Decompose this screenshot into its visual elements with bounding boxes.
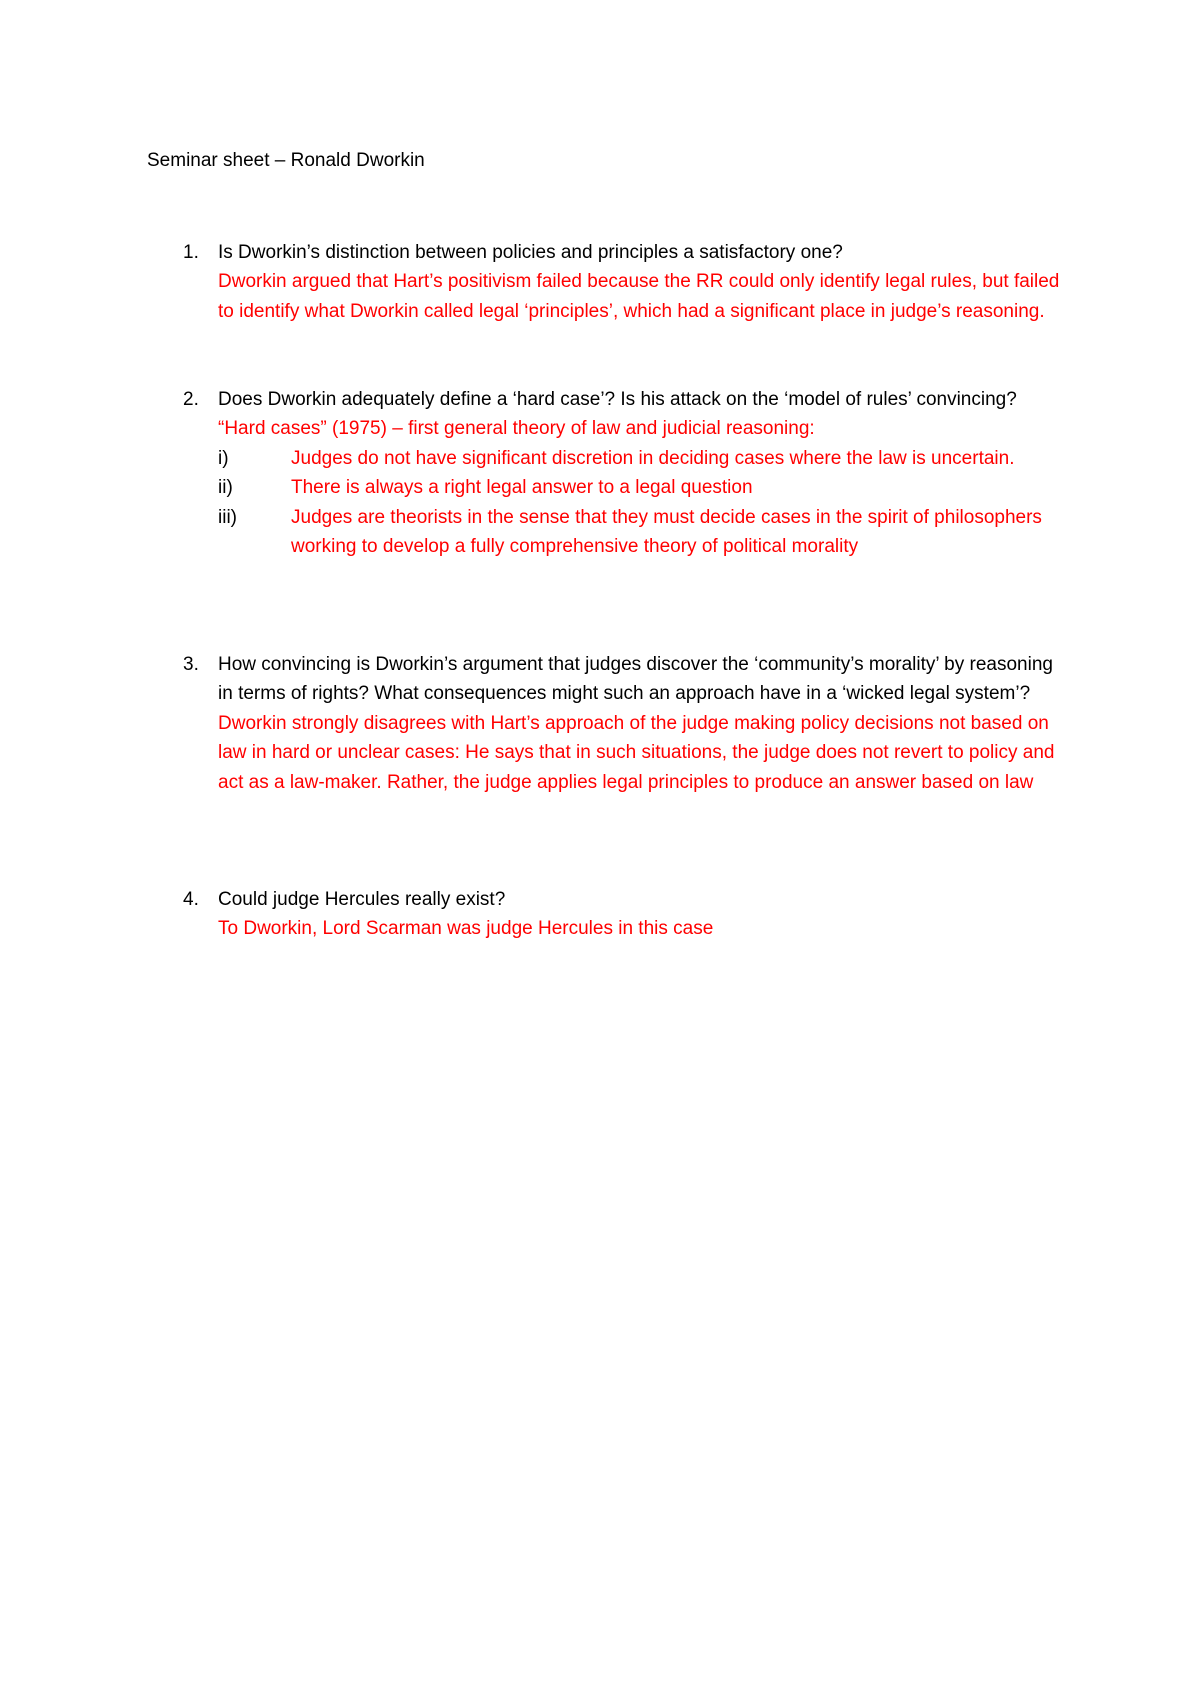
answer-text: Dworkin strongly disagrees with Hart’s approach of the judge making policy decisions not based on law in hard or unclear cases: He says that in such situations, the judge does not revert to policy and act as a law-maker. Rather, the judge applies legal principles to produce an answer based on law [218, 712, 1055, 793]
answer-text: To Dworkin, Lord Scarman was judge Hercules in this case [218, 918, 714, 940]
item-number: 2. [183, 389, 199, 410]
item-number: 3. [183, 654, 199, 675]
question-text: Is Dworkin’s distinction between policies and principles a satisfactory one? [218, 242, 843, 263]
item-body [218, 885, 1068, 944]
sub-item-marker: iii) [218, 506, 237, 528]
sub-item-text: There is always a right legal answer to a legal question [291, 477, 753, 499]
item-number: 4. [183, 889, 199, 910]
sub-item-marker: i) [218, 447, 229, 469]
sub-item-ii [218, 473, 1068, 502]
sub-item-text: Judges do not have significant discretion in deciding cases where the law is uncertain. [291, 447, 1015, 469]
answer-text: “Hard cases” (1975) – first general theory of law and judicial reasoning: [218, 418, 815, 440]
item-body [218, 238, 1068, 326]
sub-item-text: Judges are theorists in the sense that they must decide cases in the spirit of philosophers working to develop a fully comprehensive theory of political morality [291, 506, 1042, 558]
sub-item-iii [218, 503, 1068, 562]
item-number: 1. [183, 242, 199, 263]
answer-text: Dworkin argued that Hart’s positivism failed because the RR could only identify legal rules, but failed to identify what Dworkin called legal ‘principles’, which had a significant place in judge’s reasoning. [218, 271, 1060, 322]
question-text: Could judge Hercules really exist? [218, 889, 506, 910]
sub-item-marker: ii) [218, 477, 233, 499]
question-text: Does Dworkin adequately define a ‘hard case’? Is his attack on the ‘model of rules’ convincing? [218, 389, 1017, 410]
question-text: How convincing is Dworkin’s argument that judges discover the ‘community’s morality’ by reasoning in terms of rights? What consequences might such an approach have in a ‘wicked legal system’? [218, 654, 1053, 705]
item-body [218, 385, 1068, 561]
sub-item-i [218, 444, 1068, 473]
document-title: Seminar sheet – Ronald Dworkin [147, 150, 425, 171]
sub-list [218, 444, 1068, 562]
item-body [218, 650, 1068, 797]
